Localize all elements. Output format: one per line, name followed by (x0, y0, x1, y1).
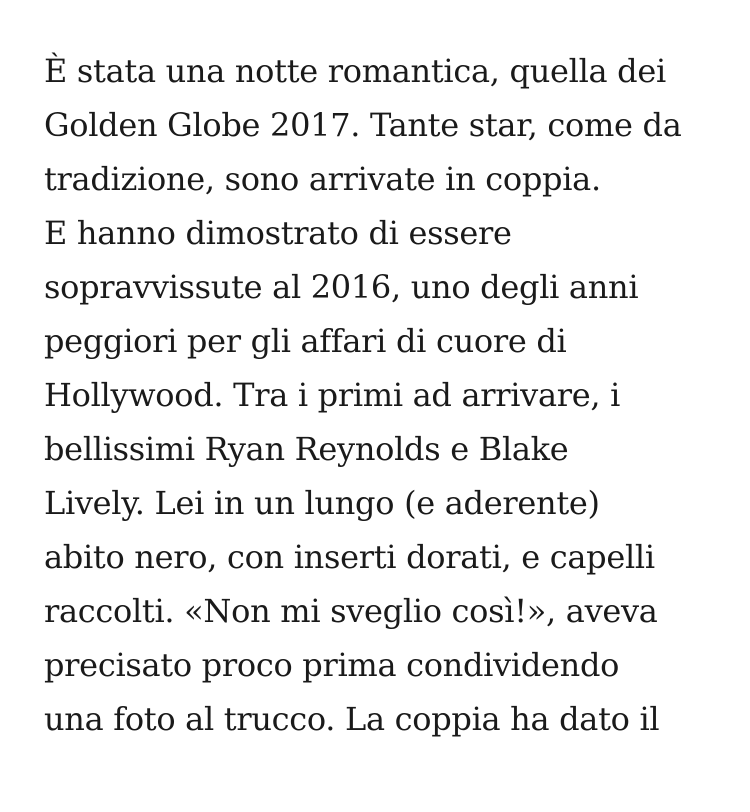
article-line: sopravvissute al 2016, uno degli anni (44, 268, 639, 306)
article-line: bellissimi Ryan Reynolds e Blake (44, 430, 569, 468)
article-body (44, 44, 724, 746)
article-line: tradizione, sono arrivate in coppia. (44, 160, 601, 198)
article-line: E hanno dimostrato di essere (44, 214, 512, 252)
article-line: peggiori per gli affari di cuore di (44, 322, 567, 360)
article-line: È stata una notte romantica, quella dei (44, 52, 666, 90)
article-line: precisato proco prima condividendo (44, 646, 620, 684)
article-line: abito nero, con inserti dorati, e capelli (44, 538, 655, 576)
article-line: Lively. Lei in un lungo (e aderente) (44, 484, 600, 522)
article-line: raccolti. «Non mi sveglio così!», aveva (44, 592, 658, 630)
article-line: Hollywood. Tra i primi ad arrivare, i (44, 376, 621, 414)
article-line: Golden Globe 2017. Tante star, come da (44, 106, 682, 144)
article-line: una foto al trucco. La coppia ha dato il (44, 700, 660, 738)
